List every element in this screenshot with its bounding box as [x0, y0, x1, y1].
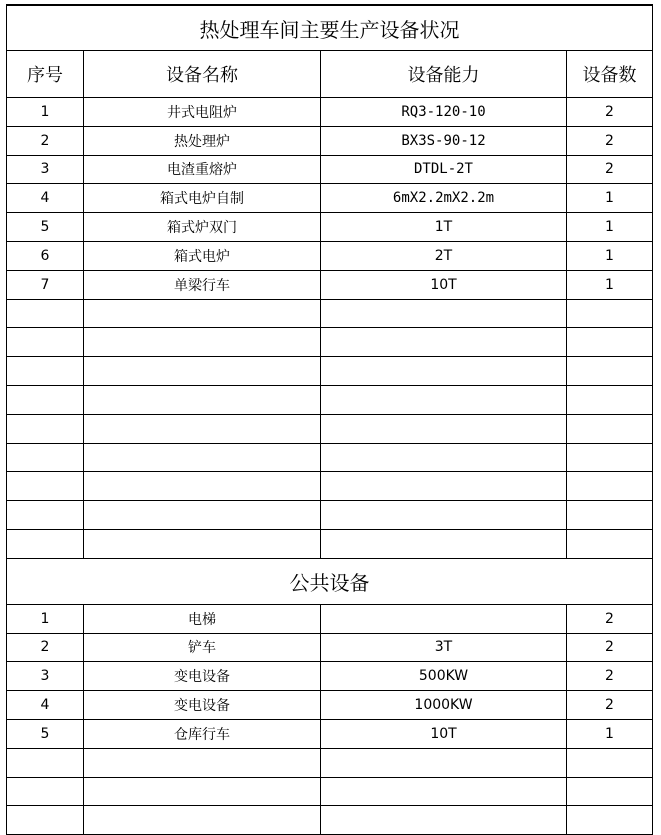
cell-name: 变电设备: [84, 691, 321, 720]
cell-capacity: 2T: [321, 241, 567, 270]
cell-name: 电梯: [84, 604, 321, 633]
cell-count: 1: [567, 184, 653, 213]
cell-no: 4: [7, 691, 84, 720]
cell-count: 1: [567, 270, 653, 299]
empty-row: [7, 443, 653, 472]
sheet-title: 热处理车间主要生产设备状况: [7, 5, 653, 51]
cell-no: 7: [7, 270, 84, 299]
empty-row: [7, 748, 653, 777]
cell-capacity: 10T: [321, 719, 567, 748]
cell-capacity: [321, 604, 567, 633]
empty-row: [7, 357, 653, 386]
cell-no: 4: [7, 184, 84, 213]
cell-capacity: 500KW: [321, 662, 567, 691]
title-row: [7, 5, 653, 51]
section-row: [7, 558, 653, 604]
cell-count: 2: [567, 604, 653, 633]
cell-no: 5: [7, 719, 84, 748]
header-count: 设备数: [567, 51, 653, 98]
table-row: [7, 213, 653, 242]
cell-name: 仓库行车: [84, 719, 321, 748]
equipment-table: [6, 4, 653, 835]
cell-name: 变电设备: [84, 662, 321, 691]
table-row: [7, 633, 653, 662]
table-row: [7, 241, 653, 270]
cell-capacity: DTDL-2T: [321, 155, 567, 184]
header-capacity: 设备能力: [321, 51, 567, 98]
cell-capacity: 1000KW: [321, 691, 567, 720]
cell-count: 1: [567, 213, 653, 242]
empty-row: [7, 472, 653, 501]
header-name: 设备名称: [84, 51, 321, 98]
empty-row: [7, 529, 653, 558]
cell-no: 1: [7, 604, 84, 633]
empty-row: [7, 385, 653, 414]
cell-capacity: 10T: [321, 270, 567, 299]
cell-no: 3: [7, 155, 84, 184]
cell-no: 2: [7, 126, 84, 155]
empty-row: [7, 501, 653, 530]
header-no: 序号: [7, 51, 84, 98]
cell-count: 2: [567, 662, 653, 691]
table-row: [7, 126, 653, 155]
table-row: [7, 98, 653, 127]
cell-name: 井式电阻炉: [84, 98, 321, 127]
cell-no: 6: [7, 241, 84, 270]
cell-no: 5: [7, 213, 84, 242]
cell-name: 铲车: [84, 633, 321, 662]
cell-name: 箱式电炉自制: [84, 184, 321, 213]
table-row: [7, 691, 653, 720]
table-row: [7, 719, 653, 748]
cell-capacity: 1T: [321, 213, 567, 242]
cell-capacity: 3T: [321, 633, 567, 662]
cell-name: 单梁行车: [84, 270, 321, 299]
cell-capacity: BX3S-90-12: [321, 126, 567, 155]
table-row: [7, 155, 653, 184]
cell-count: 2: [567, 155, 653, 184]
table-row: [7, 662, 653, 691]
cell-no: 2: [7, 633, 84, 662]
table-row: [7, 184, 653, 213]
empty-row: [7, 414, 653, 443]
cell-count: 1: [567, 719, 653, 748]
section-title-public: 公共设备: [7, 558, 653, 604]
cell-no: 3: [7, 662, 84, 691]
empty-row: [7, 806, 653, 835]
empty-row: [7, 777, 653, 806]
cell-name: 箱式炉双门: [84, 213, 321, 242]
cell-name: 热处理炉: [84, 126, 321, 155]
cell-capacity: RQ3-120-10: [321, 98, 567, 127]
cell-count: 2: [567, 98, 653, 127]
empty-row: [7, 328, 653, 357]
cell-capacity: 6mX2.2mX2.2m: [321, 184, 567, 213]
table-row: [7, 604, 653, 633]
cell-count: 2: [567, 126, 653, 155]
cell-name: 箱式电炉: [84, 241, 321, 270]
cell-count: 2: [567, 691, 653, 720]
table-row: [7, 270, 653, 299]
empty-row: [7, 299, 653, 328]
cell-no: 1: [7, 98, 84, 127]
header-row: [7, 51, 653, 98]
cell-count: 2: [567, 633, 653, 662]
cell-count: 1: [567, 241, 653, 270]
cell-name: 电渣重熔炉: [84, 155, 321, 184]
equipment-sheet: [6, 4, 652, 828]
